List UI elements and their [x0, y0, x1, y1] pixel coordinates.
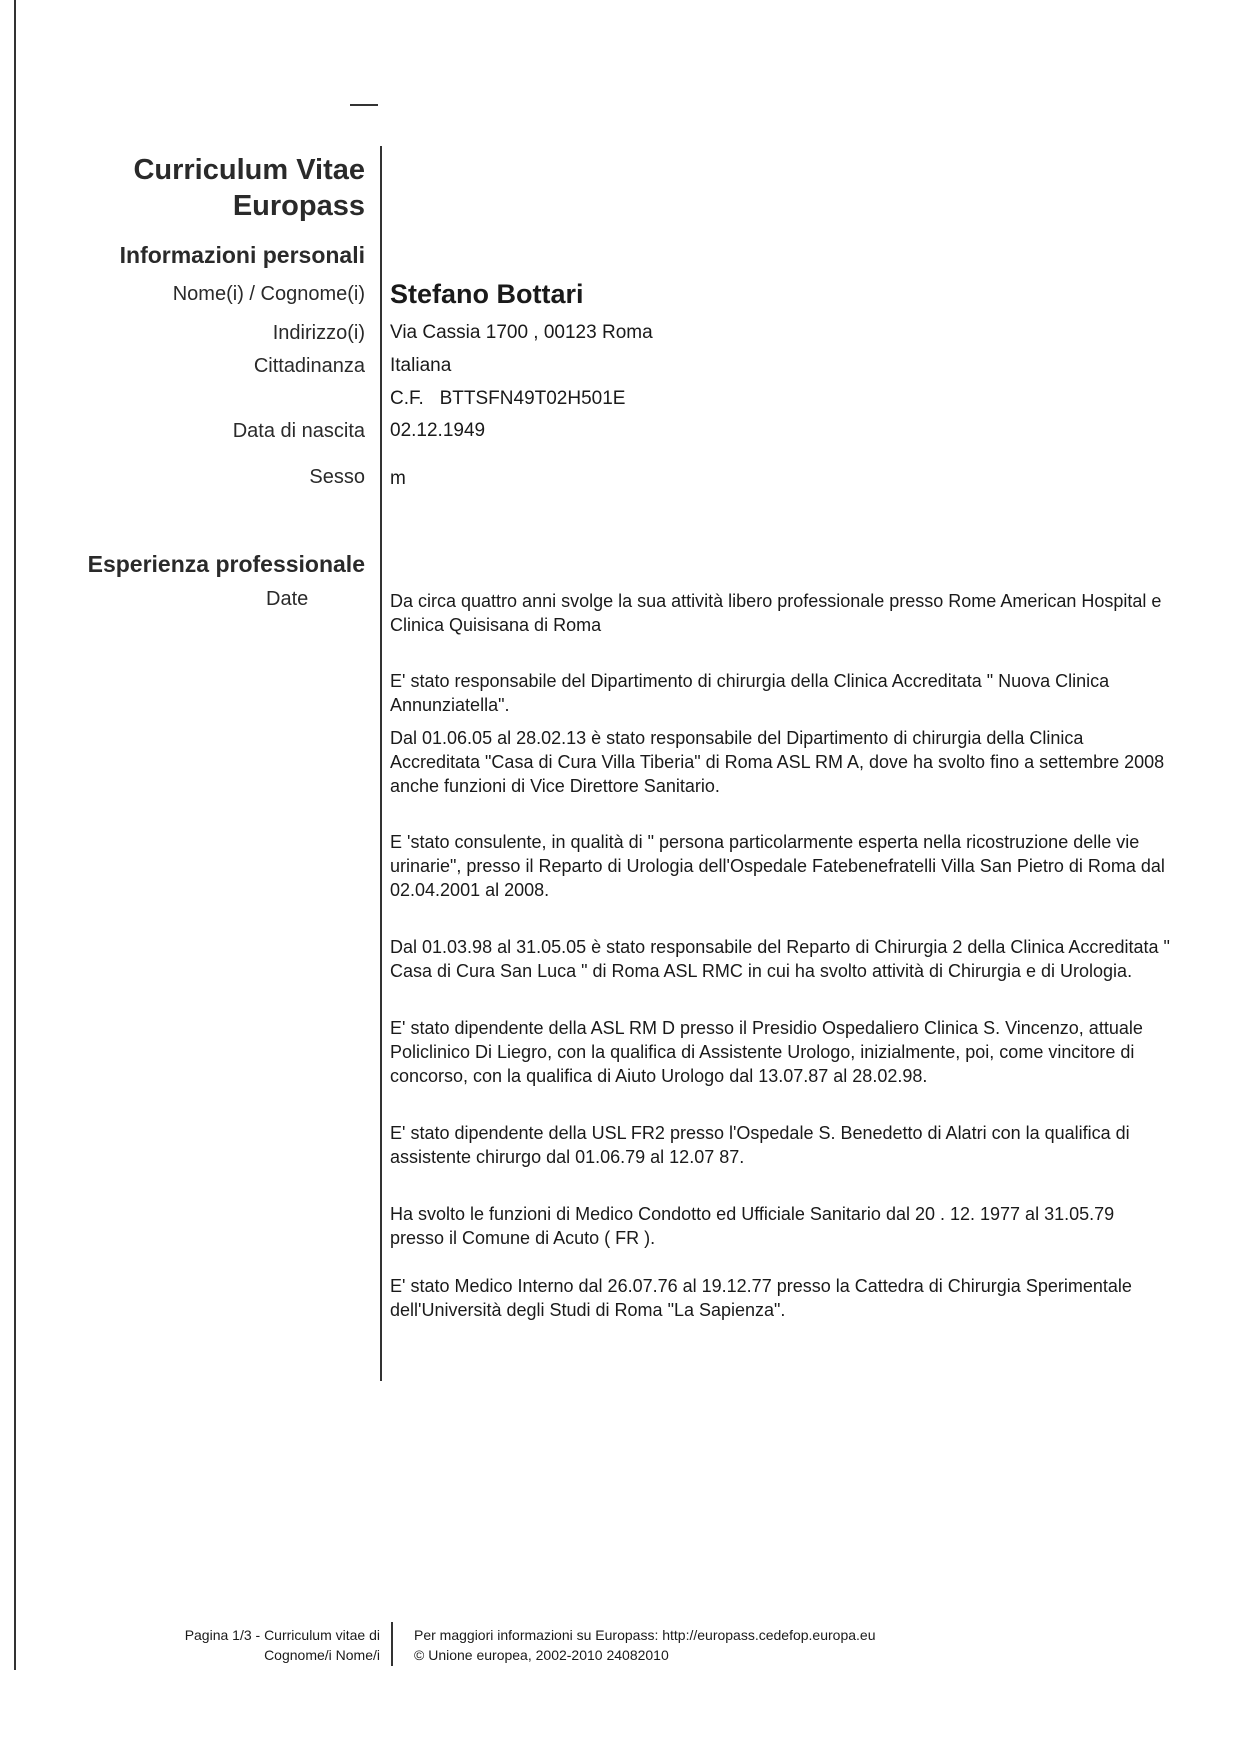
experience-paragraph: E 'stato consulente, in qualità di " persona particolarmente esperta nella ricostruzione delle vie urinarie", presso il Reparto di Urologia dell'Ospedale Fatebenefratelli Villa San Pietro di Roma dal 02.04.2001 al 2008. [390, 832, 1165, 900]
experience-paragraph: Dal 01.06.05 al 28.02.13 è stato responsabile del Dipartimento di chirurgia della Clinica Accreditata "Casa di Cura Villa Tiberia" di Roma ASL RM A, dove ha svolto fino a settembre 2008 anche funzioni di Vice Direttore Sanitario. [390, 728, 1165, 796]
footer-page-line2: Cognome/i Nome/i [264, 1647, 380, 1663]
top-dash [350, 104, 378, 106]
column-divider [380, 146, 382, 1381]
experience-paragraph: E' stato responsabile del Dipartimento di chirurgia della Clinica Accreditata " Nuova Clinica Annunziatella". [390, 671, 1110, 715]
experience-paragraph: E' stato dipendente della USL FR2 presso l'Ospedale S. Benedetto di Alatri con la qualifica di assistente chirurgo dal 01.06.79 al 12.07 87. [390, 1123, 1130, 1167]
address-label: Indirizzo(i) [272, 322, 365, 344]
cv-title-line2: Europass [232, 190, 365, 222]
birth-date-label: Data di nascita [232, 420, 365, 442]
citizenship-label: Cittadinanza [253, 355, 365, 377]
address-value: Via Cassia 1700 , 00123 Roma [390, 322, 653, 343]
experience-heading: Esperienza professionale [87, 551, 365, 577]
cv-title [133, 152, 365, 224]
footer-page-info [185, 1625, 380, 1665]
name-label: Nome(i) / Cognome(i) [172, 283, 365, 305]
footer-europass-link: Per maggiori informazioni su Europass: http://europass.cedefop.europa.eu [414, 1627, 876, 1643]
date-label: Date [266, 588, 309, 610]
experience-paragraph: E' stato Medico Interno dal 26.07.76 al 19.12.77 presso la Cattedra di Chirurgia Sperimentale dell'Università degli Studi di Roma "La Sapienza". [390, 1276, 1132, 1320]
footer-page-line1: Pagina 1/3 - Curriculum vitae di [184, 1627, 380, 1643]
footer-divider [391, 1622, 393, 1666]
page-edge-line [14, 0, 16, 1670]
footer-europass-info [414, 1625, 876, 1665]
name-value: Stefano Bottari [390, 279, 584, 309]
personal-info-heading: Informazioni personali [119, 242, 365, 268]
footer-copyright: © Unione europea, 2002-2010 24082010 [414, 1647, 669, 1663]
cv-title-line1: Curriculum Vitae [133, 154, 365, 186]
experience-paragraph: E' stato dipendente della ASL RM D presso il Presidio Ospedaliero Clinica S. Vincenzo, attuale Policlinico Di Liegro, con la qualifica di Assistente Urologo, inizialmente, poi, come vincitore di concorso, con la qualifica di Aiuto Urologo dal 13.07.87 al 28.02.98. [390, 1018, 1143, 1086]
birth-date-value: 02.12.1949 [390, 420, 486, 441]
sex-label: Sesso [309, 466, 365, 488]
citizenship-value: Italiana [390, 355, 452, 376]
experience-paragraph: Dal 01.03.98 al 31.05.05 è stato responsabile del Reparto di Chirurgia 2 della Clinica Accreditata " Casa di Cura San Luca " di Roma ASL RMC in cui ha svolto attività di Chirurgia e di Urologia. [390, 937, 1170, 981]
experience-paragraph: Ha svolto le funzioni di Medico Condotto ed Ufficiale Sanitario dal 20 . 12. 1977 al 31.05.79 presso il Comune di Acuto ( FR ). [390, 1204, 1115, 1248]
experience-paragraph: Da circa quattro anni svolge la sua attività libero professionale presso Rome American Hospital e Clinica Quisisana di Roma [390, 591, 1162, 635]
sex-value: m [390, 468, 406, 489]
fiscal-code-value: C.F. BTTSFN49T02H501E [390, 388, 626, 409]
